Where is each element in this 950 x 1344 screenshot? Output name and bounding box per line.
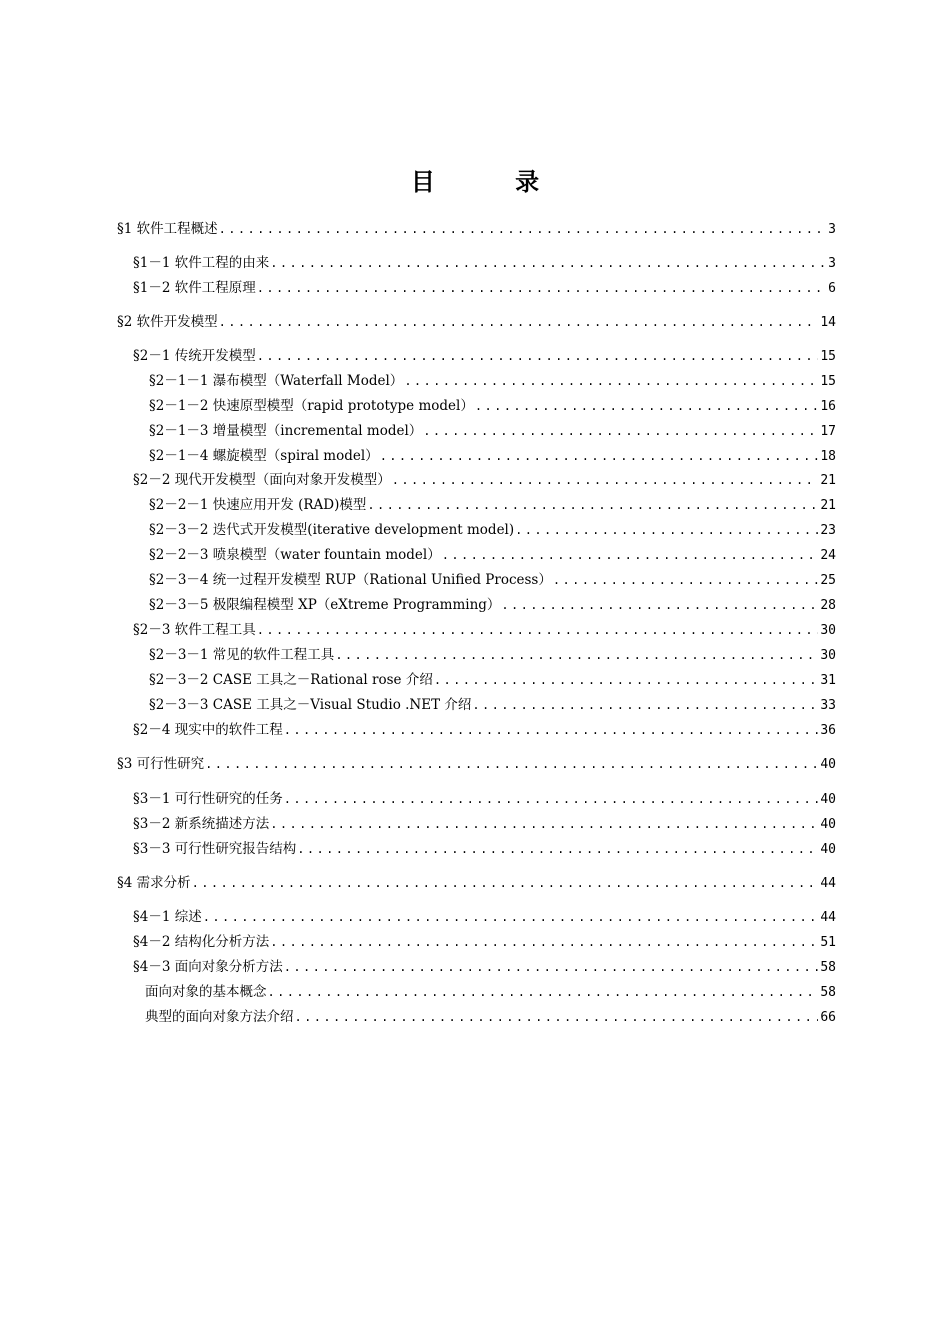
toc-entry[interactable]	[145, 1007, 836, 1027]
toc-entry-label: §1－1 软件工程的由来	[133, 255, 270, 271]
toc-entry[interactable]	[133, 957, 836, 977]
toc-entry-label: §4－1 综述	[133, 909, 202, 925]
dot-leader	[295, 1007, 819, 1027]
dot-leader	[553, 570, 818, 590]
dot-leader	[442, 545, 819, 565]
dot-leader	[219, 312, 819, 332]
toc-entry[interactable]	[149, 371, 836, 391]
dot-leader	[270, 253, 826, 273]
toc-entry[interactable]	[149, 595, 836, 615]
toc-entry-page: 21	[820, 498, 836, 513]
toc-entry-page: 30	[820, 648, 836, 663]
toc-entry-page: 3	[828, 256, 836, 271]
toc-entry-label: §2－3－2 迭代式开发模型(iterative development model)	[149, 522, 515, 538]
toc-entry-page: 44	[820, 876, 836, 891]
toc-title: 目 录	[410, 168, 576, 196]
toc-entry-page: 31	[820, 673, 836, 688]
dot-leader	[297, 839, 818, 859]
dot-leader	[367, 495, 818, 515]
toc-entry-label: §2－2－3 喷泉模型（water fountain model）	[149, 547, 441, 563]
dot-leader	[380, 446, 819, 466]
toc-entry[interactable]	[149, 396, 836, 416]
toc-entry-page: 17	[820, 424, 836, 439]
dot-leader	[257, 620, 819, 640]
toc-entry-label: §2－3－3 CASE 工具之－Visual Studio .NET 介绍	[149, 697, 472, 713]
toc-entry-label: §2－1 传统开发模型	[133, 348, 256, 364]
toc-entry-page: 51	[820, 935, 836, 950]
toc-entry[interactable]	[133, 470, 836, 490]
toc-entry-label: §2 软件开发模型	[117, 314, 218, 330]
toc-entry-page: 33	[820, 698, 836, 713]
dot-leader	[404, 371, 818, 391]
dot-leader	[257, 278, 826, 298]
toc-entry-label: §2－2 现代开发模型（面向对象开发模型）	[133, 472, 391, 488]
toc-entry-label: §2－3－4 统一过程开发模型 RUP（Rational Unified Process）	[149, 572, 552, 588]
toc-entry[interactable]	[145, 982, 836, 1002]
toc-entry-page: 40	[820, 842, 836, 857]
toc-entry-label: 典型的面向对象方法介绍	[145, 1009, 294, 1025]
dot-leader	[335, 645, 818, 665]
toc-entry[interactable]	[149, 545, 836, 565]
toc-entry-page: 30	[820, 623, 836, 638]
toc-entry[interactable]	[133, 814, 836, 834]
dot-leader	[284, 789, 819, 809]
toc-entry[interactable]	[149, 520, 836, 540]
toc-entry[interactable]	[149, 495, 836, 515]
toc-entry[interactable]	[117, 754, 836, 774]
dot-leader	[219, 219, 827, 239]
toc-entry-page: 15	[820, 349, 836, 364]
toc-entry-label: §2－1－2 快速原型模型（rapid prototype model）	[149, 398, 474, 414]
dot-leader	[192, 873, 819, 893]
toc-entry[interactable]	[133, 620, 836, 640]
toc-entry-label: §4 需求分析	[117, 875, 191, 891]
toc-entry[interactable]	[133, 346, 836, 366]
dot-leader	[270, 932, 818, 952]
toc-entry[interactable]	[117, 219, 836, 239]
toc-entry-page: 58	[820, 985, 836, 1000]
dot-leader	[475, 396, 819, 416]
toc-entry-label: §4－2 结构化分析方法	[133, 934, 270, 950]
toc-entry-page: 6	[828, 281, 836, 296]
toc-entry-page: 24	[820, 548, 836, 563]
toc-entry-page: 3	[828, 222, 836, 237]
toc-entry-label: §2－1－4 螺旋模型（spiral model）	[149, 448, 379, 464]
toc-entry[interactable]	[149, 421, 836, 441]
toc-entry-label: §2－1－1 瀑布模型（Waterfall Model）	[149, 373, 404, 389]
dot-leader	[515, 520, 818, 540]
dot-leader	[203, 907, 819, 927]
toc-entry[interactable]	[133, 932, 836, 952]
toc-entry[interactable]	[133, 907, 836, 927]
toc-entry-page: 40	[820, 792, 836, 807]
toc-entry[interactable]	[133, 720, 836, 740]
toc-entry-page: 58	[820, 960, 836, 975]
toc-entry-page: 25	[820, 573, 836, 588]
toc-entry-page: 14	[820, 315, 836, 330]
dot-leader	[284, 957, 819, 977]
dot-leader	[268, 982, 819, 1002]
dot-leader	[284, 720, 819, 740]
toc-entry-label: §2－1－3 增量模型（incremental model）	[149, 423, 423, 439]
dot-leader	[434, 670, 819, 690]
toc-entry[interactable]	[149, 670, 836, 690]
toc-entry-label: §3－2 新系统描述方法	[133, 816, 270, 832]
toc-entry-label: §2－3 软件工程工具	[133, 622, 256, 638]
toc-entry[interactable]	[117, 873, 836, 893]
toc-entry[interactable]	[149, 570, 836, 590]
toc-entry-page: 23	[820, 523, 836, 538]
toc-entry-page: 40	[820, 817, 836, 832]
toc-entry-label: §3－3 可行性研究报告结构	[133, 841, 297, 857]
toc-entry-label: §1－2 软件工程原理	[133, 280, 256, 296]
toc-entry[interactable]	[133, 278, 836, 298]
toc-entry[interactable]	[149, 695, 836, 715]
dot-leader	[270, 814, 818, 834]
dot-leader	[257, 346, 819, 366]
toc-entry-label: §3 可行性研究	[117, 756, 205, 772]
toc-entry-label: §3－1 可行性研究的任务	[133, 791, 283, 807]
dot-leader	[205, 754, 818, 774]
dot-leader	[501, 595, 818, 615]
toc-entry-label: §1 软件工程概述	[117, 221, 218, 237]
toc-entry-label: §4－3 面向对象分析方法	[133, 959, 283, 975]
toc-entry-page: 16	[820, 399, 836, 414]
toc-entry[interactable]	[117, 312, 836, 332]
dot-leader	[392, 470, 819, 490]
toc-entry-page: 66	[820, 1010, 836, 1025]
dot-leader	[472, 695, 818, 715]
toc-entry-page: 18	[820, 449, 836, 464]
dot-leader	[423, 421, 818, 441]
toc-entry-page: 28	[820, 598, 836, 613]
toc-entry-label: §2－2－1 快速应用开发 (RAD)模型	[149, 497, 367, 513]
toc-entry-label: §2－3－2 CASE 工具之－Rational rose 介绍	[149, 672, 433, 688]
toc-entry-page: 21	[820, 473, 836, 488]
toc-entry-page: 36	[820, 723, 836, 738]
toc-entry[interactable]	[133, 839, 836, 859]
toc-entry-label: §2－3－5 极限编程模型 XP（eXtreme Programming）	[149, 597, 501, 613]
toc-entry-label: 面向对象的基本概念	[145, 984, 267, 1000]
toc-entry[interactable]	[133, 789, 836, 809]
toc-entry[interactable]	[149, 446, 836, 466]
toc-entry-page: 40	[820, 757, 836, 772]
toc-entry[interactable]	[133, 253, 836, 273]
toc-entry-page: 44	[820, 910, 836, 925]
toc-entry[interactable]	[149, 645, 836, 665]
toc-entry-label: §2－4 现实中的软件工程	[133, 722, 283, 738]
toc-entry-label: §2－3－1 常见的软件工程工具	[149, 647, 335, 663]
toc-entry-page: 15	[820, 374, 836, 389]
